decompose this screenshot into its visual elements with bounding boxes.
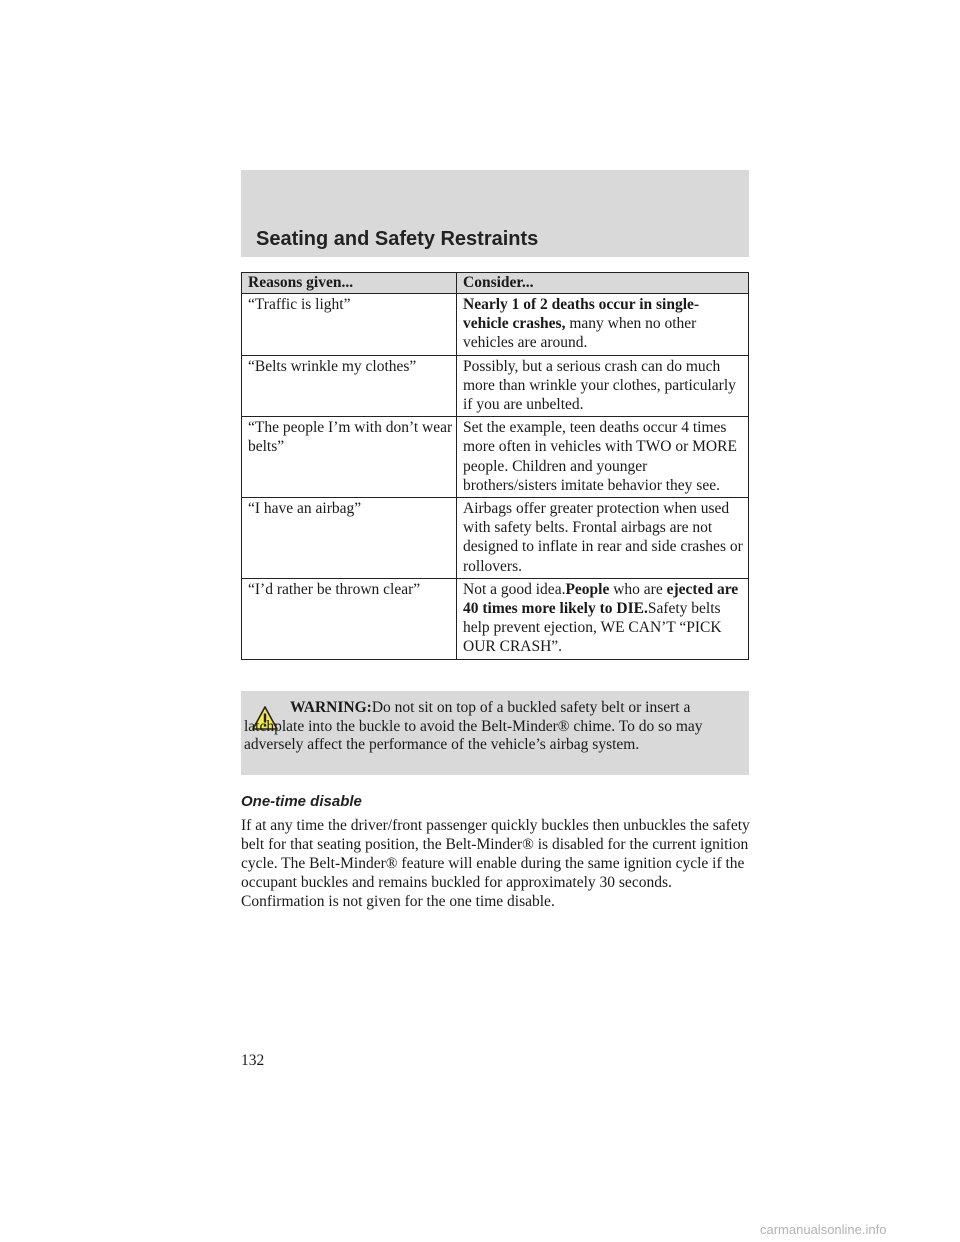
- consider-text: who are: [613, 580, 663, 598]
- section-title: Seating and Safety Restraints: [256, 228, 539, 250]
- table-row: [242, 578, 749, 659]
- table-row: [242, 498, 749, 579]
- consider-cell: [457, 498, 749, 579]
- table-row: [242, 294, 749, 356]
- consider-text: many when no other vehicles are around.: [463, 315, 697, 352]
- consider-cell: [457, 294, 749, 356]
- table-row: [242, 355, 749, 417]
- consider-text: Possibly, but a serious crash can do much more than wrinkle your clothes, particularly if you are unbelted.: [463, 357, 736, 414]
- consider-text: Safety belts help prevent ejection, WE CAN’T “PICK OUR CRASH”.: [463, 600, 722, 656]
- watermark: carmanualsonline.info: [760, 1222, 887, 1237]
- warning-text-block: [244, 699, 744, 755]
- consider-cell: [457, 417, 749, 498]
- consider-emphasis: Nearly 1 of 2 deaths occur in single-vehicle crashes,: [463, 296, 700, 333]
- reason-cell: “I’d rather be thrown clear”: [242, 578, 457, 659]
- warning-message: Do not sit on top of a buckled safety belt or insert a latchplate into the buckle to avoid the Belt-Minder® chime. To do so may adversely affect the performance of the vehicle’s airbag system.: [244, 699, 703, 753]
- section-heading: One-time disable: [241, 793, 362, 810]
- reason-cell: “The people I’m with don’t wear belts”: [242, 417, 457, 498]
- column-header-consider: Consider...: [457, 273, 749, 294]
- consider-text: Airbags offer greater protection when used with safety belts. Frontal airbags are not designed to inflate in rear and side crashes or rollovers.: [463, 500, 743, 575]
- reason-cell: “I have an airbag”: [242, 498, 457, 579]
- consider-text: Set the example, teen deaths occur 4 times more often in vehicles with TWO or MORE people. Children and younger brothers/sisters imitate behavior they see.: [463, 419, 737, 494]
- consider-cell: [457, 355, 749, 417]
- reason-cell: “Traffic is light”: [242, 294, 457, 356]
- reasons-table: [241, 272, 749, 660]
- table-header-row: [242, 273, 749, 294]
- reason-cell: “Belts wrinkle my clothes”: [242, 355, 457, 417]
- column-header-reasons: Reasons given...: [242, 273, 457, 294]
- consider-cell: [457, 578, 749, 659]
- page-number: 132: [241, 1052, 265, 1069]
- consider-emphasis: People: [565, 580, 610, 598]
- body-paragraph: If at any time the driver/front passenger quickly buckles then unbuckles the safety belt for that seating position, the Belt-Minder® is disabled for the current ignition cycle. The Belt-Minder® feature will enable during the same ignition cycle if the occupant buckles and remains buckled for approximately 30 seconds. Confirmation is not given for the one time disable.: [241, 817, 750, 910]
- warning-label: WARNING:: [290, 699, 372, 716]
- consider-emphasis: ejected are 40 times more likely to DIE.: [463, 580, 739, 618]
- table-row: [242, 417, 749, 498]
- consider-text: Not a good idea.: [463, 580, 566, 598]
